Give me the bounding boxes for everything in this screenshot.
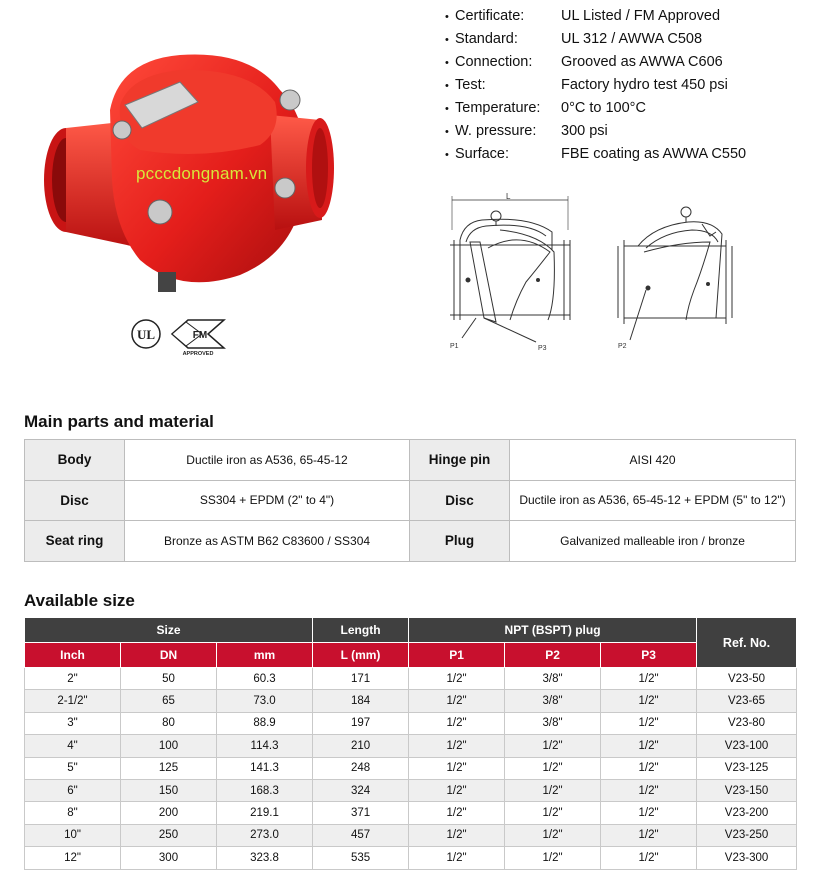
spec-label: • Standard: [445, 31, 561, 47]
spec-value: UL Listed / FM Approved [561, 7, 721, 24]
cell-inch: 8" [25, 802, 121, 824]
cell-inch: 6" [25, 779, 121, 801]
cell-mm: 273.0 [217, 824, 313, 846]
spec-value: 0°C to 100°C [561, 99, 646, 116]
part-material: SS304 + EPDM (2" to 4") [125, 480, 410, 521]
cell-inch: 4" [25, 735, 121, 757]
cell-ref-no: V23-150 [697, 779, 797, 801]
cell-p2: 1/2" [505, 779, 601, 801]
cell-length-mm: 457 [313, 824, 409, 846]
cell-dn: 150 [121, 779, 217, 801]
header-p3: P3 [601, 643, 697, 668]
header-l-mm: L (mm) [313, 643, 409, 668]
cell-length-mm: 324 [313, 779, 409, 801]
cell-inch: 2-1/2" [25, 690, 121, 712]
spec-test [445, 73, 815, 96]
cell-inch: 2" [25, 668, 121, 690]
spec-value: 300 psi [561, 122, 608, 139]
part-material: AISI 420 [510, 440, 796, 481]
valve-illustration [20, 10, 340, 310]
cell-p1: 1/2" [409, 668, 505, 690]
cell-length-mm: 535 [313, 847, 409, 869]
spec-certificate [445, 4, 815, 27]
part-name: Disc [410, 480, 510, 521]
cell-p2: 3/8" [505, 668, 601, 690]
svg-text:UL: UL [136, 327, 156, 342]
table-row [25, 779, 797, 801]
dimension-label: L [506, 192, 511, 201]
cell-mm: 73.0 [217, 690, 313, 712]
cell-p3: 1/2" [601, 802, 697, 824]
cell-p2: 3/8" [505, 690, 601, 712]
p2-label: P2 [618, 343, 627, 350]
table-row [25, 757, 797, 779]
outline-drawing [618, 207, 732, 350]
header-plug: NPT (BSPT) plug [409, 618, 697, 643]
cell-length-mm: 171 [313, 668, 409, 690]
cell-p3: 1/2" [601, 668, 697, 690]
cell-p3: 1/2" [601, 690, 697, 712]
cell-p1: 1/2" [409, 847, 505, 869]
header-ref-no: Ref. No. [697, 618, 797, 668]
cell-inch: 5" [25, 757, 121, 779]
cell-dn: 65 [121, 690, 217, 712]
table-row [25, 668, 797, 690]
part-name: Hinge pin [410, 440, 510, 481]
size-table-body [25, 668, 797, 870]
cell-dn: 50 [121, 668, 217, 690]
part-name: Disc [25, 480, 125, 521]
cell-length-mm: 371 [313, 802, 409, 824]
spec-list [445, 4, 815, 165]
parts-section-title: Main parts and material [24, 412, 214, 431]
cell-p2: 1/2" [505, 847, 601, 869]
cell-length-mm: 197 [313, 712, 409, 734]
table-row [25, 735, 797, 757]
table-row [25, 802, 797, 824]
spec-value: Factory hydro test 450 psi [561, 76, 728, 93]
cell-p1: 1/2" [409, 824, 505, 846]
ul-logo [132, 320, 160, 348]
cell-dn: 200 [121, 802, 217, 824]
header-p2: P2 [505, 643, 601, 668]
spec-value: FBE coating as AWWA C550 [561, 145, 747, 162]
cell-ref-no: V23-100 [697, 735, 797, 757]
spec-working-pressure [445, 119, 815, 142]
part-material: Galvanized malleable iron / bronze [510, 521, 796, 562]
cell-ref-no: V23-80 [697, 712, 797, 734]
part-name: Body [25, 440, 125, 481]
spec-label: • Certificate: [445, 8, 561, 24]
table-row [25, 440, 796, 481]
spec-value: UL 312 / AWWA C508 [561, 30, 703, 47]
spec-standard [445, 27, 815, 50]
header-mm: mm [217, 643, 313, 668]
p1-label: P1 [450, 343, 459, 350]
cell-mm: 168.3 [217, 779, 313, 801]
part-name: Plug [410, 521, 510, 562]
cell-p2: 1/2" [505, 802, 601, 824]
cell-length-mm: 184 [313, 690, 409, 712]
cell-p3: 1/2" [601, 735, 697, 757]
header-inch: Inch [25, 643, 121, 668]
cell-ref-no: V23-65 [697, 690, 797, 712]
parts-table [24, 439, 796, 562]
cell-p1: 1/2" [409, 802, 505, 824]
header-dn: DN [121, 643, 217, 668]
cell-ref-no: V23-300 [697, 847, 797, 869]
table-row [25, 824, 797, 846]
cell-p3: 1/2" [601, 779, 697, 801]
cell-mm: 114.3 [217, 735, 313, 757]
part-material: Bronze as ASTM B62 C83600 / SS304 [125, 521, 410, 562]
spec-value: Grooved as AWWA C606 [561, 53, 723, 70]
cell-p3: 1/2" [601, 757, 697, 779]
cell-mm: 88.9 [217, 712, 313, 734]
part-name: Seat ring [25, 521, 125, 562]
p3-label: P3 [538, 345, 547, 352]
fm-approved-logo [172, 320, 224, 356]
cell-length-mm: 210 [313, 735, 409, 757]
table-row [25, 847, 797, 869]
table-row [25, 480, 796, 521]
technical-drawings [440, 190, 780, 360]
sizes-section-title: Available size [24, 591, 135, 610]
header-size: Size [25, 618, 313, 643]
table-row [25, 521, 796, 562]
cell-p1: 1/2" [409, 690, 505, 712]
cell-ref-no: V23-200 [697, 802, 797, 824]
table-row [25, 712, 797, 734]
part-material: Ductile iron as A536, 65-45-12 [125, 440, 410, 481]
cell-p2: 3/8" [505, 712, 601, 734]
table-row [25, 690, 797, 712]
cell-p1: 1/2" [409, 712, 505, 734]
spec-label: • W. pressure: [445, 123, 561, 139]
cell-p1: 1/2" [409, 735, 505, 757]
watermark-text: pcccdongnam.vn [136, 164, 268, 183]
size-table [24, 617, 797, 870]
cell-dn: 250 [121, 824, 217, 846]
cell-p3: 1/2" [601, 824, 697, 846]
cell-p2: 1/2" [505, 757, 601, 779]
cell-p2: 1/2" [505, 824, 601, 846]
cell-mm: 323.8 [217, 847, 313, 869]
cell-inch: 12" [25, 847, 121, 869]
cell-p3: 1/2" [601, 847, 697, 869]
product-image [20, 10, 340, 310]
cell-dn: 125 [121, 757, 217, 779]
cell-ref-no: V23-50 [697, 668, 797, 690]
certification-logos [130, 316, 240, 356]
cell-mm: 219.1 [217, 802, 313, 824]
header-p1: P1 [409, 643, 505, 668]
cell-dn: 100 [121, 735, 217, 757]
cell-dn: 80 [121, 712, 217, 734]
spec-label: • Temperature: [445, 100, 561, 116]
cell-mm: 141.3 [217, 757, 313, 779]
cell-p1: 1/2" [409, 779, 505, 801]
cell-dn: 300 [121, 847, 217, 869]
spec-label: • Surface: [445, 146, 561, 162]
spec-temperature [445, 96, 815, 119]
spec-surface [445, 142, 815, 165]
cell-p3: 1/2" [601, 712, 697, 734]
spec-connection [445, 50, 815, 73]
part-material: Ductile iron as A536, 65-45-12 + EPDM (5" to 12") [510, 480, 796, 521]
header-length: Length [313, 618, 409, 643]
svg-text:FM: FM [192, 330, 208, 341]
cell-ref-no: V23-250 [697, 824, 797, 846]
section-drawing [450, 192, 570, 352]
cell-ref-no: V23-125 [697, 757, 797, 779]
spec-label: • Test: [445, 77, 561, 93]
svg-text:APPROVED: APPROVED [182, 351, 214, 356]
cell-p1: 1/2" [409, 757, 505, 779]
spec-label: • Connection: [445, 54, 561, 70]
cell-inch: 10" [25, 824, 121, 846]
cell-length-mm: 248 [313, 757, 409, 779]
cell-p2: 1/2" [505, 735, 601, 757]
cell-mm: 60.3 [217, 668, 313, 690]
cell-inch: 3" [25, 712, 121, 734]
